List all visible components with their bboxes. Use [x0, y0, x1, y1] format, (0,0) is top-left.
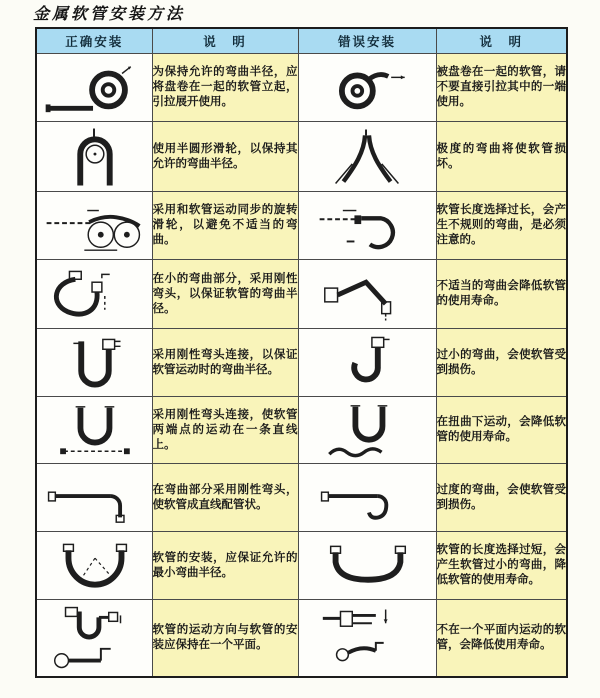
- table-row: [36, 122, 567, 192]
- out-of-plane-motion-icon: [313, 603, 421, 673]
- table-row: [36, 464, 567, 532]
- correct-illustration-cell: [36, 260, 152, 329]
- table-row: [36, 54, 567, 122]
- correct-description: 在弯曲部分采用刚性弯头，使软管成直线配管状。: [152, 464, 298, 532]
- rigid-elbow-small-bend-icon: [40, 264, 148, 324]
- over-long-hose-loop-icon: [313, 197, 421, 255]
- wrong-description: 被盘卷在一起的软管，请不要直接引拉其中的一端使用。: [436, 54, 567, 122]
- correct-description: 采用和软管运动同步的旋转滑轮，以避免不适当的弯曲。: [152, 192, 298, 260]
- page-title: 金属软管安装方法: [33, 4, 186, 23]
- wrong-illustration-cell: [298, 464, 436, 532]
- coiled-hose-stood-up-icon: [40, 59, 148, 117]
- straight-pipe-rigid-elbow-icon: [40, 469, 148, 527]
- wrong-illustration-cell: [298, 260, 436, 329]
- too-small-bend-hook-icon: [313, 333, 421, 393]
- correct-description: 采用刚性弯头连接，使软管两端点的运动在一条直线上。: [152, 397, 298, 464]
- wrong-description: 过小的弯曲，会使软管受到损伤。: [436, 329, 567, 397]
- minimum-bend-radius-u-icon: [40, 536, 148, 596]
- wrong-illustration-cell: [298, 532, 436, 600]
- wrong-illustration-cell: [298, 122, 436, 192]
- correct-illustration-cell: [36, 54, 152, 122]
- correct-illustration-cell: [36, 329, 152, 397]
- correct-description: 采用刚性弯头连接，以保证软管运动时的弯曲半径。: [152, 329, 298, 397]
- wrong-illustration-cell: [298, 54, 436, 122]
- wrong-description: 在扭曲下运动，会降低软管的使用寿命。: [436, 397, 567, 464]
- wrong-illustration-cell: [298, 192, 436, 260]
- wrong-description: 不在一个平面内运动的软管，会降低使用寿命。: [436, 600, 567, 677]
- improper-sharp-angle-icon: [313, 264, 421, 324]
- correct-description: 在小的弯曲部分，采用刚性弯头，以保证软管的弯曲半径。: [152, 260, 298, 329]
- header-wrong-install: 错误安装: [298, 28, 436, 54]
- extreme-sharp-bend-icon: [313, 126, 421, 188]
- correct-description: 软管的安装，应保证允许的最小弯曲半径。: [152, 532, 298, 600]
- too-short-flat-u-icon: [313, 536, 421, 596]
- installation-methods-table: [35, 27, 568, 678]
- table-row: [36, 532, 567, 600]
- over-bent-elbow-icon: [313, 469, 421, 527]
- table-row: [36, 329, 567, 397]
- header-correct-install: 正确安装: [36, 28, 152, 54]
- correct-description: 为保持允许的弯曲半径，应将盘卷在一起的软管立起，引拉展开使用。: [152, 54, 298, 122]
- u-shape-aligned-endpoints-icon: [40, 401, 148, 459]
- rigid-elbow-connection-u-icon: [40, 333, 148, 393]
- correct-illustration-cell: [36, 122, 152, 192]
- correct-illustration-cell: [36, 397, 152, 464]
- semicircular-pulley-icon: [40, 126, 148, 188]
- correct-illustration-cell: [36, 600, 152, 677]
- correct-illustration-cell: [36, 532, 152, 600]
- wrong-description: 软管的长度选择过短，会产生软管过小的弯曲，降低软管的使用寿命。: [436, 532, 567, 600]
- header-wrong-description: 说 明: [436, 28, 567, 54]
- header-row: [36, 28, 567, 54]
- header-correct-description: 说 明: [152, 28, 298, 54]
- wrong-description: 不适当的弯曲会降低软管的使用寿命。: [436, 260, 567, 329]
- single-plane-motion-trap-icon: [40, 603, 148, 673]
- correct-illustration-cell: [36, 192, 152, 260]
- twisted-motion-icon: [313, 401, 421, 459]
- wrong-illustration-cell: [298, 329, 436, 397]
- correct-illustration-cell: [36, 464, 152, 532]
- table-row: [36, 397, 567, 464]
- wrong-description: 软管长度选择过长，会产生不规则的弯曲，是必须注意的。: [436, 192, 567, 260]
- wrong-description: 过度的弯曲，会使软管受到损伤。: [436, 464, 567, 532]
- correct-description: 软管的运动方向与软管的安装应保持在一个平面。: [152, 600, 298, 677]
- table-row: [36, 192, 567, 260]
- coil-pulled-from-one-end-icon: [313, 59, 421, 117]
- table-row: [36, 600, 567, 677]
- wrong-illustration-cell: [298, 397, 436, 464]
- wrong-illustration-cell: [298, 600, 436, 677]
- correct-description: 使用半圆形滑轮，以保持其允许的弯曲半径。: [152, 122, 298, 192]
- synchronized-rotating-pulleys-icon: [40, 197, 148, 255]
- table-row: [36, 260, 567, 329]
- wrong-description: 极度的弯曲将使软管损坏。: [436, 122, 567, 192]
